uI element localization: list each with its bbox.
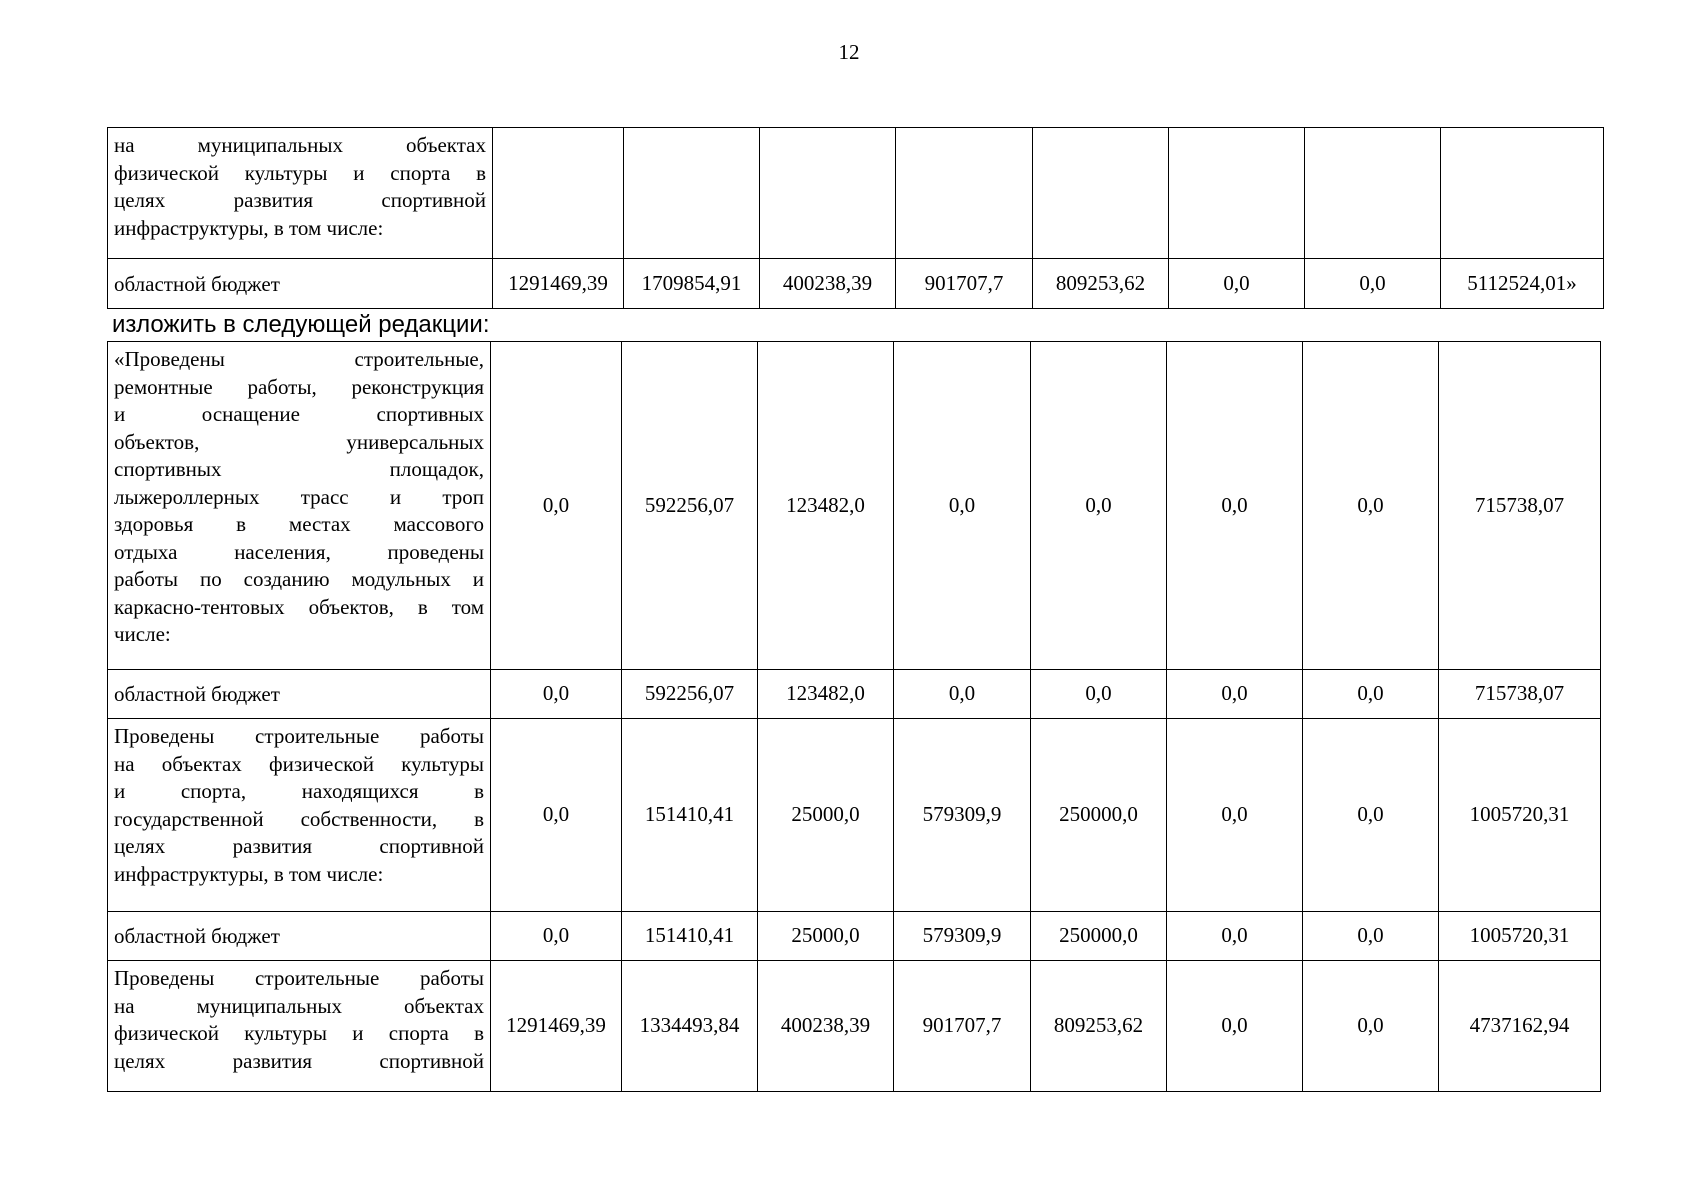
description-line: лыжероллерных трасс и троп bbox=[114, 484, 484, 509]
value-cell: 901707,7 bbox=[894, 961, 1031, 1092]
description-line: целях развития спортивной bbox=[114, 834, 484, 858]
value-cell: 400238,39 bbox=[760, 259, 896, 309]
value-cell: 0,0 bbox=[894, 670, 1031, 719]
value-cell: 1709854,91 bbox=[624, 259, 760, 309]
row-description: областной бюджет bbox=[108, 259, 493, 309]
value-cell: 400238,39 bbox=[758, 961, 894, 1092]
value-cell: 0,0 bbox=[491, 719, 622, 912]
instruction-text: изложить в следующей редакции: bbox=[112, 311, 490, 338]
value-cell: 0,0 bbox=[1167, 342, 1303, 670]
value-cell: 1005720,31 bbox=[1439, 719, 1601, 912]
value-cell: 0,0 bbox=[1303, 719, 1439, 912]
value-cell: 1334493,84 bbox=[622, 961, 758, 1092]
value-cell: 0,0 bbox=[1303, 912, 1439, 961]
value-cell: 4737162,94 bbox=[1439, 961, 1601, 1092]
description-line: инфраструктуры, в том числе: bbox=[114, 861, 384, 886]
value-cell: 0,0 bbox=[1167, 912, 1303, 961]
value-cell: 25000,0 bbox=[758, 912, 894, 961]
value-cell: 579309,9 bbox=[894, 719, 1031, 912]
description-line: каркасно-тентовых объектов, в том bbox=[114, 594, 484, 619]
value-cell: 715738,07 bbox=[1439, 670, 1601, 719]
value-cell: 0,0 bbox=[1303, 961, 1439, 1092]
description-line: «Проведены строительные, bbox=[114, 347, 484, 371]
value-cell: 0,0 bbox=[1303, 670, 1439, 719]
value-cell: 0,0 bbox=[1167, 961, 1303, 1092]
value-cell: 1291469,39 bbox=[493, 259, 624, 309]
description-line: физической культуры и спорта в bbox=[114, 160, 486, 185]
table-row bbox=[108, 259, 1604, 309]
table-row bbox=[108, 670, 1601, 719]
row-description: областной бюджет bbox=[108, 670, 491, 719]
value-cell: 123482,0 bbox=[758, 670, 894, 719]
budget-table-new bbox=[107, 341, 1601, 1092]
description-line: отдыха населения, проведены bbox=[114, 539, 484, 564]
description-line: Проведены строительные работы bbox=[114, 724, 484, 748]
value-cell: 0,0 bbox=[1031, 670, 1167, 719]
value-cell: 579309,9 bbox=[894, 912, 1031, 961]
description-line: работы по созданию модульных и bbox=[114, 567, 484, 591]
value-cell bbox=[760, 128, 896, 259]
value-cell: 151410,41 bbox=[622, 912, 758, 961]
value-cell bbox=[493, 128, 624, 259]
value-cell: 250000,0 bbox=[1031, 912, 1167, 961]
value-cell: 0,0 bbox=[894, 342, 1031, 670]
description-line: государственной собственности, в bbox=[114, 806, 484, 831]
value-cell bbox=[624, 128, 760, 259]
table-row bbox=[108, 128, 1604, 259]
row-description bbox=[108, 719, 491, 912]
value-cell: 592256,07 bbox=[622, 342, 758, 670]
description-line: целях развития спортивной bbox=[114, 1048, 484, 1073]
value-cell bbox=[1441, 128, 1604, 259]
description-line: и спорта, находящихся в bbox=[114, 779, 484, 803]
description-line: на муниципальных объектах bbox=[114, 993, 484, 1018]
description-line: спортивных площадок, bbox=[114, 457, 484, 481]
description-line: ремонтные работы, реконструкция bbox=[114, 374, 484, 399]
value-cell: 1005720,31 bbox=[1439, 912, 1601, 961]
description-line: числе: bbox=[114, 622, 171, 646]
value-cell bbox=[1305, 128, 1441, 259]
value-cell: 123482,0 bbox=[758, 342, 894, 670]
value-cell: 0,0 bbox=[491, 342, 622, 670]
value-cell: 809253,62 bbox=[1033, 259, 1169, 309]
row-description: областной бюджет bbox=[108, 912, 491, 961]
description-line: здоровья в местах массового bbox=[114, 512, 484, 536]
value-cell bbox=[1033, 128, 1169, 259]
value-cell: 25000,0 bbox=[758, 719, 894, 912]
description-line: объектов, универсальных bbox=[114, 429, 484, 454]
description-line: на муниципальных объектах bbox=[114, 133, 486, 157]
value-cell: 0,0 bbox=[1303, 342, 1439, 670]
value-cell: 1291469,39 bbox=[491, 961, 622, 1092]
row-description bbox=[108, 961, 491, 1092]
description-line: Проведены строительные работы bbox=[114, 966, 484, 990]
value-cell: 901707,7 bbox=[896, 259, 1033, 309]
description-line: инфраструктуры, в том числе: bbox=[114, 215, 384, 240]
table-row bbox=[108, 961, 1601, 1092]
value-cell: 0,0 bbox=[491, 912, 622, 961]
page-number: 12 bbox=[838, 40, 860, 64]
value-cell: 0,0 bbox=[1031, 342, 1167, 670]
value-cell: 0,0 bbox=[1167, 719, 1303, 912]
table-row bbox=[108, 719, 1601, 912]
description-line: целях развития спортивной bbox=[114, 188, 486, 212]
value-cell: 715738,07 bbox=[1439, 342, 1601, 670]
row-description bbox=[108, 342, 491, 670]
description-line: физической культуры и спорта в bbox=[114, 1021, 484, 1045]
value-cell: 151410,41 bbox=[622, 719, 758, 912]
table-row bbox=[108, 342, 1601, 670]
value-cell: 592256,07 bbox=[622, 670, 758, 719]
value-cell: 250000,0 bbox=[1031, 719, 1167, 912]
value-cell: 0,0 bbox=[1305, 259, 1441, 309]
description-line: на объектах физической культуры bbox=[114, 751, 484, 776]
row-description bbox=[108, 128, 493, 259]
budget-table-old bbox=[107, 127, 1604, 309]
value-cell bbox=[1169, 128, 1305, 259]
value-cell: 0,0 bbox=[1169, 259, 1305, 309]
value-cell: 5112524,01» bbox=[1441, 259, 1604, 309]
value-cell: 809253,62 bbox=[1031, 961, 1167, 1092]
description-line: и оснащение спортивных bbox=[114, 402, 484, 426]
table-row bbox=[108, 912, 1601, 961]
value-cell: 0,0 bbox=[491, 670, 622, 719]
value-cell bbox=[896, 128, 1033, 259]
value-cell: 0,0 bbox=[1167, 670, 1303, 719]
